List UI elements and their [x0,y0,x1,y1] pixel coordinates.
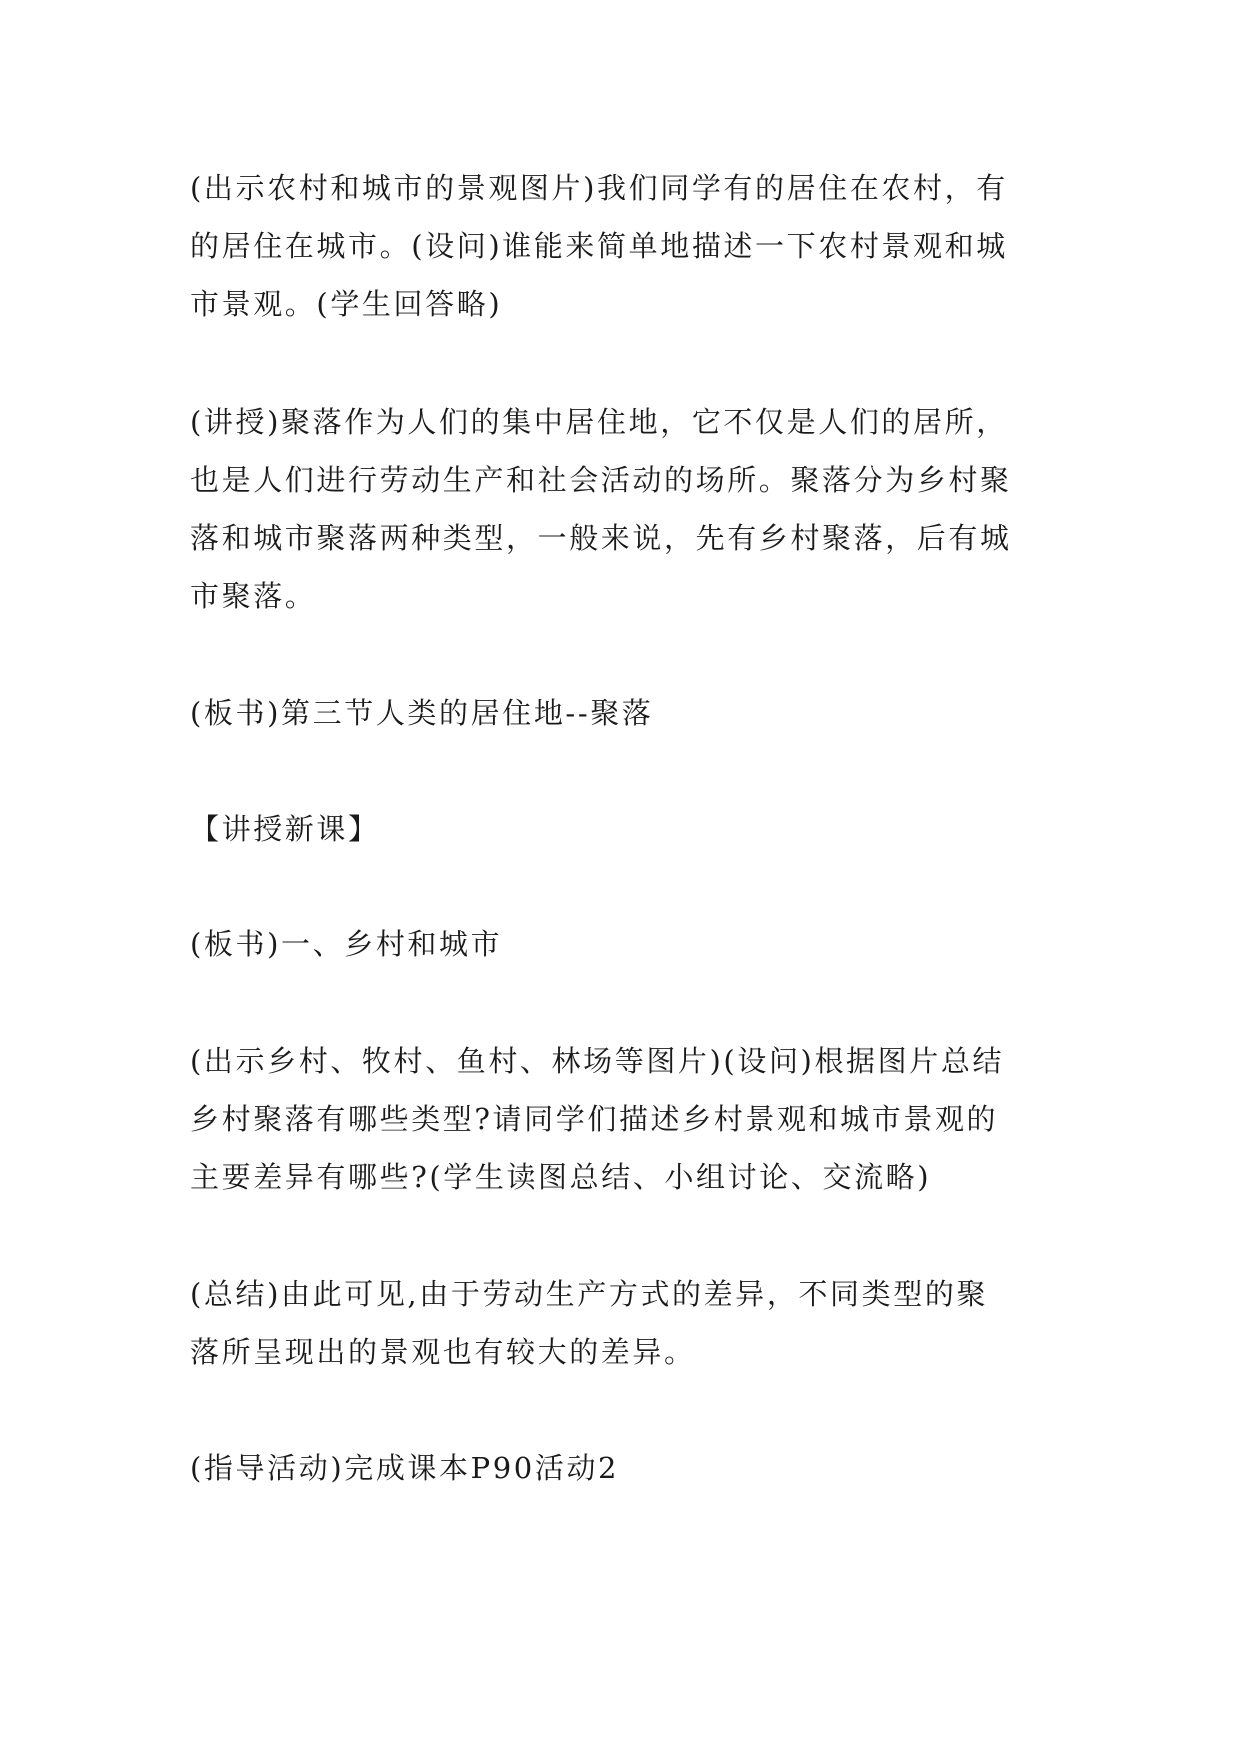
text-line: 市聚落。 [190,579,317,613]
text-line: (总结)由此可见,由于劳动生产方式的差异，不同类型的聚 [190,1277,989,1311]
text-line: (讲授)聚落作为人们的集中居住地，它不仅是人们的居所， [190,405,1008,439]
paragraph-blackboard-section-title [190,684,1070,742]
text-line: (板书)第三节人类的居住地--聚落 [190,696,654,730]
text-line: 的居住在城市。(设问)谁能来简单地描述一下农村景观和城 [190,229,1008,263]
paragraph-guided-activity [190,1439,1070,1497]
text-line: 落所呈现出的景观也有较大的差异。 [190,1335,696,1369]
text-line: (指导活动)完成课本P90活动2 [190,1451,620,1485]
text-line: 乡村聚落有哪些类型?请同学们描述乡村景观和城市景观的 [190,1102,999,1136]
text-line: 主要差异有哪些?(学生读图总结、小组讨论、交流略) [190,1160,932,1194]
text-line: 【讲授新课】 [190,812,380,846]
text-line: (出示农村和城市的景观图片)我们同学有的居住在农村，有 [190,171,1008,205]
paragraph-new-lesson-heading [190,800,1070,858]
text-line: (板书)一、乡村和城市 [190,927,503,961]
paragraph-lecture-settlement [190,393,1070,625]
paragraph-blackboard-rural-urban [190,915,1070,973]
text-line: 也是人们进行劳动生产和社会活动的场所。聚落分为乡村聚 [190,463,1012,497]
text-line: 市景观。(学生回答略) [190,287,503,321]
paragraph-show-images-question [190,159,1070,333]
paragraph-rural-types-question [190,1032,1070,1206]
paragraph-summary [190,1265,1070,1381]
text-line: (出示乡村、牧村、鱼村、林场等图片)(设问)根据图片总结 [190,1044,1005,1078]
text-line: 落和城市聚落两种类型，一般来说，先有乡村聚落，后有城 [190,521,1012,555]
